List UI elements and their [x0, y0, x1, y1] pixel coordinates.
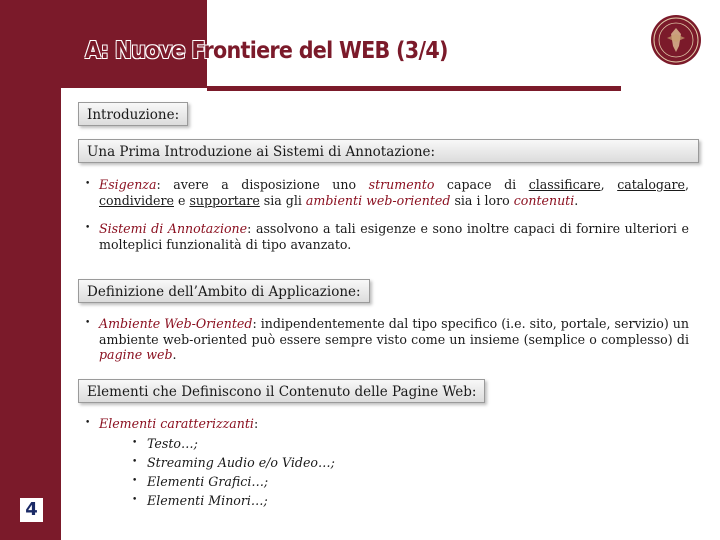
term-elementi: Elementi caratterizzanti	[99, 416, 254, 431]
text-segment: sia i loro	[450, 192, 514, 208]
sub-item: • Testo…;	[132, 434, 689, 453]
slide-title: A: Nuove Frontiere del WEB (3/4)	[85, 38, 448, 64]
sub-item: • Elementi Minori…;	[132, 491, 689, 510]
bullet-ambiente	[85, 316, 689, 363]
highlight-pagine-web: pagine web	[99, 347, 173, 362]
term-esigenza: Esigenza	[99, 177, 157, 192]
text-segment: e	[173, 192, 190, 208]
highlight-contenuti: contenuti	[513, 192, 575, 208]
underlined-classificare: classificare	[528, 177, 601, 192]
term-sistemi: Sistemi di Annotazione	[99, 221, 248, 236]
text-segment: .	[172, 347, 177, 362]
section-header-elements: Elementi che Definiscono il Contenuto delle Pagine Web:	[78, 379, 485, 403]
elements-sub-list	[132, 434, 689, 510]
annotation-bullet-list	[85, 177, 689, 265]
text-segment: :	[253, 416, 259, 431]
sub-item: • Elementi Grafici…;	[132, 472, 689, 491]
text-segment: : indipendentemente dal tipo specifico (i.e. sito, portale, servizio) un ambiente web-oriented può essere sempre visto come un insieme (semplice o complesso) di	[99, 316, 690, 347]
text-segment: capace di	[434, 177, 529, 192]
bullet-esigenza	[85, 177, 689, 208]
term-ambiente: Ambiente Web-Oriented	[99, 316, 253, 331]
underlined-condividere: condividere	[99, 192, 174, 208]
bullet-elementi	[85, 416, 689, 510]
text-segment: : assolvono a tali esigenze e sono inoltre capaci di fornire ulteriori e molteplici funzionalità di tipo avanzato.	[99, 221, 689, 252]
elements-bullet-list	[85, 416, 689, 523]
university-seal-icon	[650, 14, 702, 66]
text-segment: : avere a disposizione uno	[156, 177, 369, 192]
left-sidebar-band	[0, 0, 61, 540]
text-segment: ,	[684, 177, 689, 192]
underlined-catalogare: catalogare	[617, 177, 685, 192]
page-number: 4	[18, 496, 45, 524]
scope-bullet-list	[85, 316, 689, 376]
text-segment: .	[574, 192, 579, 208]
highlight-strumento: strumento	[368, 177, 435, 192]
section-header-scope: Definizione dell’Ambito di Applicazione:	[78, 279, 370, 303]
sub-item: • Streaming Audio e/o Video…;	[132, 453, 689, 472]
highlight-ambienti: ambienti web-oriented	[305, 192, 451, 208]
section-header-intro: Introduzione:	[78, 102, 188, 126]
text-segment: sia gli	[259, 192, 306, 208]
bullet-sistemi	[85, 221, 689, 252]
text-segment: ,	[600, 177, 618, 192]
underlined-supportare: supportare	[189, 192, 260, 208]
title-underline	[207, 86, 621, 91]
section-header-annotation: Una Prima Introduzione ai Sistemi di Annotazione:	[78, 139, 699, 163]
